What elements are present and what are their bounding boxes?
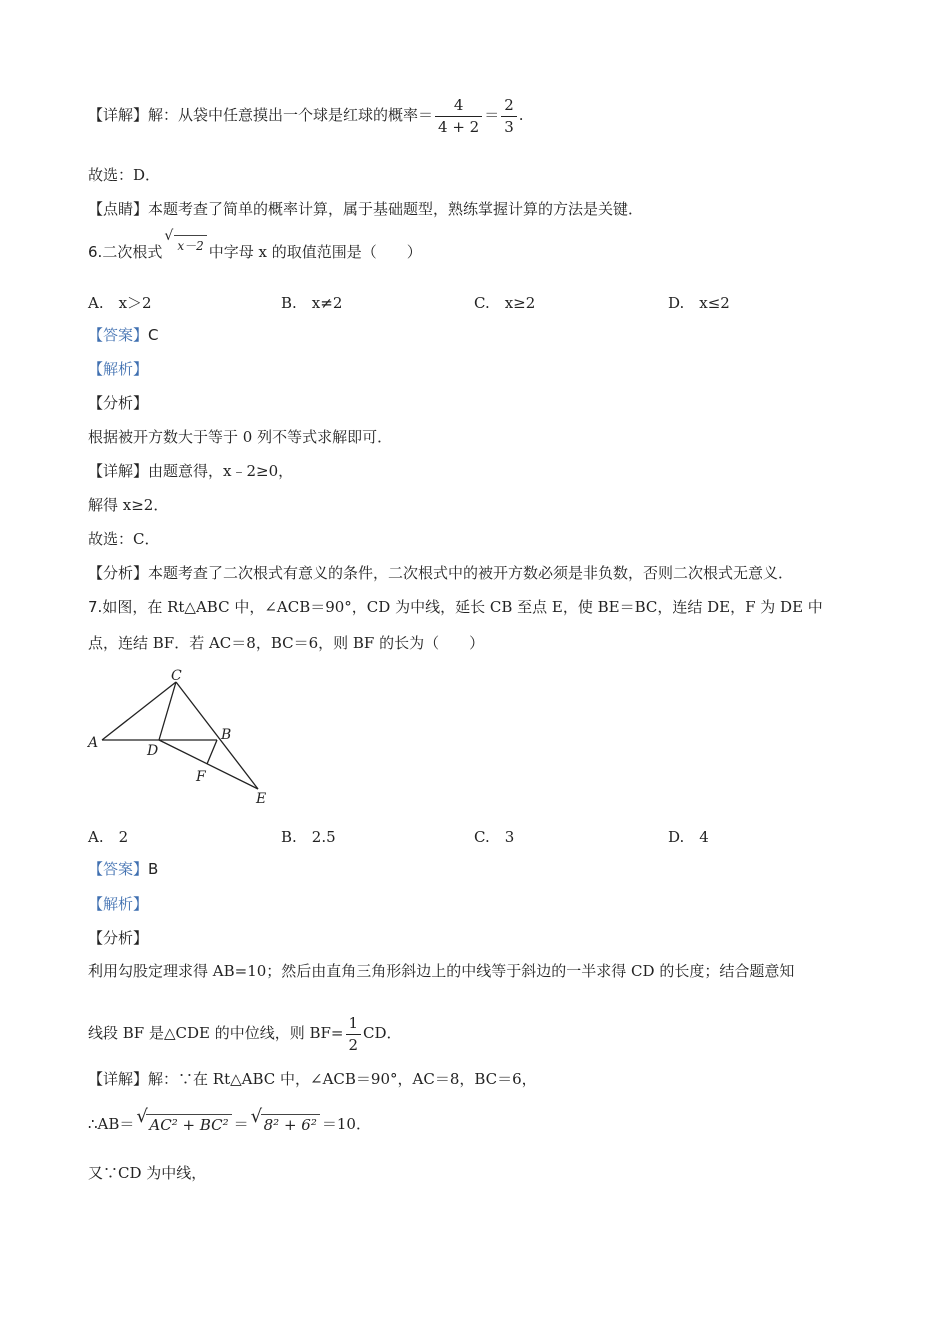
detail-line: 【详解】由题意得，x﹣2≥0， bbox=[88, 462, 294, 480]
analysis-text: 利用勾股定理求得 AB=10；然后由直角三角形斜边上的中线等于斜边的一半求得 CD 的长度；结合题意知 bbox=[88, 962, 795, 980]
detail-text: 解：从袋中任意摸出一个球是红球的概率＝ bbox=[148, 106, 434, 124]
question-7-stem-line-2: 点，连结 BF．若 AC＝8，BC＝6，则 BF 的长为（ ） bbox=[88, 634, 485, 652]
label-d: D bbox=[147, 743, 159, 759]
answer-value: C bbox=[148, 326, 159, 344]
question-7-stem-line-1: 7.如图，在 Rt△ABC 中，∠ACB＝90°，CD 为中线，延长 CB 至点 E，使 BE＝BC，连结 DE，F 为 DE 中 bbox=[88, 598, 823, 616]
fraction-2-over-3: $\frac{2}{3}$ bbox=[501, 97, 517, 136]
segment-ce bbox=[176, 682, 258, 789]
explain-label: 【解析】 bbox=[88, 895, 149, 913]
analysis-label: 【分析】 bbox=[88, 929, 149, 947]
option-d: D. x≤2 bbox=[668, 294, 730, 312]
analysis-text: 根据被开方数大于等于 0 列不等式求解即可． bbox=[88, 428, 393, 446]
fraction-one-half: $\frac{1}{2}$ bbox=[346, 1015, 362, 1054]
sqrt-expression: √ x－2 bbox=[164, 226, 206, 266]
label-a: A bbox=[88, 735, 99, 751]
option-d: D. 4 bbox=[668, 828, 709, 846]
answer-value: B bbox=[148, 860, 159, 878]
option-a: A. 2 bbox=[88, 828, 129, 846]
option-a: A. x＞2 bbox=[88, 294, 152, 312]
sqrt-8-6: √ 8² + 6² bbox=[251, 1107, 320, 1143]
detail-label: 【详解】 bbox=[88, 106, 149, 124]
detail-line-probability: 【详解】解：从袋中任意摸出一个球是红球的概率＝ $\frac{4}{4 + 2}$ ＝ $\frac{2}{3}$ . bbox=[88, 95, 524, 136]
solution-line: 解得 x≥2． bbox=[88, 496, 169, 514]
review-line-2: 【分析】本题考查了二次根式有意义的条件，二次根式中的被开方数必须是非负数，否则二次根式无意义． bbox=[88, 564, 794, 582]
label-b: B bbox=[221, 727, 232, 743]
detail-line: 【详解】解：∵在 Rt△ABC 中，∠ACB＝90°，AC＝8，BC＝6， bbox=[88, 1070, 537, 1088]
fraction-4-over-6: $\frac{4}{4 + 2}$ bbox=[435, 97, 482, 136]
segment-bf bbox=[207, 740, 217, 764]
answer-line: 【答案】C bbox=[88, 326, 159, 344]
triangle-figure bbox=[80, 664, 280, 809]
question-number: 7. bbox=[88, 598, 103, 616]
choice-line-1: 故选：D． bbox=[88, 166, 161, 184]
calc-line: ∴AB＝ √ AC² + BC² ＝ √ 8² + 6² ＝10． bbox=[88, 1106, 371, 1142]
option-c: C. x≥2 bbox=[474, 294, 536, 312]
label-f: F bbox=[196, 769, 206, 785]
segment-ac bbox=[102, 682, 176, 740]
option-c: C. 3 bbox=[474, 828, 515, 846]
label-c: C bbox=[171, 668, 182, 684]
sqrt-ac-bc: √ AC² + BC² bbox=[136, 1107, 231, 1143]
choice-line-2: 故选：C． bbox=[88, 530, 160, 548]
analysis-text-2: 线段 BF 是△CDE 的中位线，则 BF= $\frac{1}{2}$ CD． bbox=[88, 1013, 402, 1054]
explain-label: 【解析】 bbox=[88, 360, 149, 378]
option-b: B. x≠2 bbox=[281, 294, 343, 312]
label-e: E bbox=[256, 791, 267, 807]
segment-cd bbox=[159, 682, 176, 740]
option-b: B. 2.5 bbox=[281, 828, 336, 846]
review-line-1: 【点睛】本题考查了简单的概率计算，属于基础题型，熟练掌握计算的方法是关键． bbox=[88, 200, 644, 218]
question-6-stem: 6.二次根式 √ x－2 中字母 x 的取值范围是（ ） bbox=[88, 232, 422, 272]
question-number: 6. bbox=[88, 243, 103, 261]
segment-de bbox=[159, 740, 258, 789]
last-line: 又∵CD 为中线， bbox=[88, 1164, 207, 1182]
analysis-label: 【分析】 bbox=[88, 394, 149, 412]
answer-line: 【答案】B bbox=[88, 860, 159, 878]
